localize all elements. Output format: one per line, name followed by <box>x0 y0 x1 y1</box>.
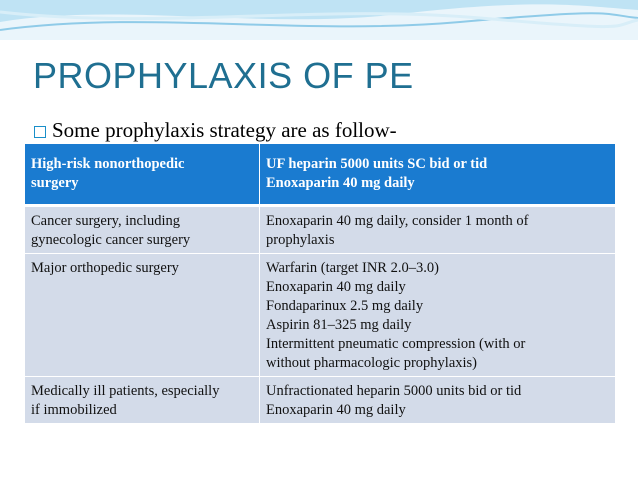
row-regimen-cell <box>260 206 616 254</box>
slide-title: PROPHYLAXIS OF PE <box>33 55 414 96</box>
row-label-cell <box>25 254 260 377</box>
table-row <box>25 206 616 254</box>
cell-line: Enoxaparin 40 mg daily <box>266 175 415 191</box>
cell-line: Major orthopedic surgery <box>31 260 179 276</box>
table-row <box>25 377 616 424</box>
cell-line: if immobilized <box>31 402 117 418</box>
cell-line: Aspirin 81–325 mg daily <box>266 317 412 333</box>
header-cell-risk <box>25 144 260 206</box>
row-regimen-cell <box>260 254 616 377</box>
cell-line: Intermittent pneumatic compression (with or <box>266 336 526 352</box>
row-regimen-cell <box>260 377 616 424</box>
bullet-text: Some prophylaxis strategy are as follow- <box>52 118 397 142</box>
cell-line: Cancer surgery, including <box>31 213 180 229</box>
table-header-row <box>25 144 616 206</box>
cell-line: Warfarin (target INR 2.0–3.0) <box>266 260 439 276</box>
header-cell-regimen <box>260 144 616 206</box>
cell-line: surgery <box>31 175 79 191</box>
cell-line: Enoxaparin 40 mg daily <box>266 279 406 295</box>
cell-line: without pharmacologic prophylaxis) <box>266 355 478 371</box>
cell-line: Unfractionated heparin 5000 units bid or tid <box>266 383 522 399</box>
cell-line: Enoxaparin 40 mg daily, consider 1 month of <box>266 213 529 229</box>
cell-line: Enoxaparin 40 mg daily <box>266 402 406 418</box>
square-bullet-icon <box>34 126 46 138</box>
cell-line: gynecologic cancer surgery <box>31 232 191 248</box>
row-label-cell <box>25 206 260 254</box>
row-label-cell <box>25 377 260 424</box>
cell-line: Fondaparinux 2.5 mg daily <box>266 298 424 314</box>
cell-line: High-risk nonorthopedic <box>31 156 185 172</box>
decorative-header-band <box>0 0 638 40</box>
table-row <box>25 254 616 377</box>
cell-line: prophylaxis <box>266 232 335 248</box>
cell-line: UF heparin 5000 units SC bid or tid <box>266 156 488 172</box>
cell-line: Medically ill patients, especially <box>31 383 220 399</box>
prophylaxis-table <box>24 143 616 424</box>
bullet-line <box>34 118 397 143</box>
